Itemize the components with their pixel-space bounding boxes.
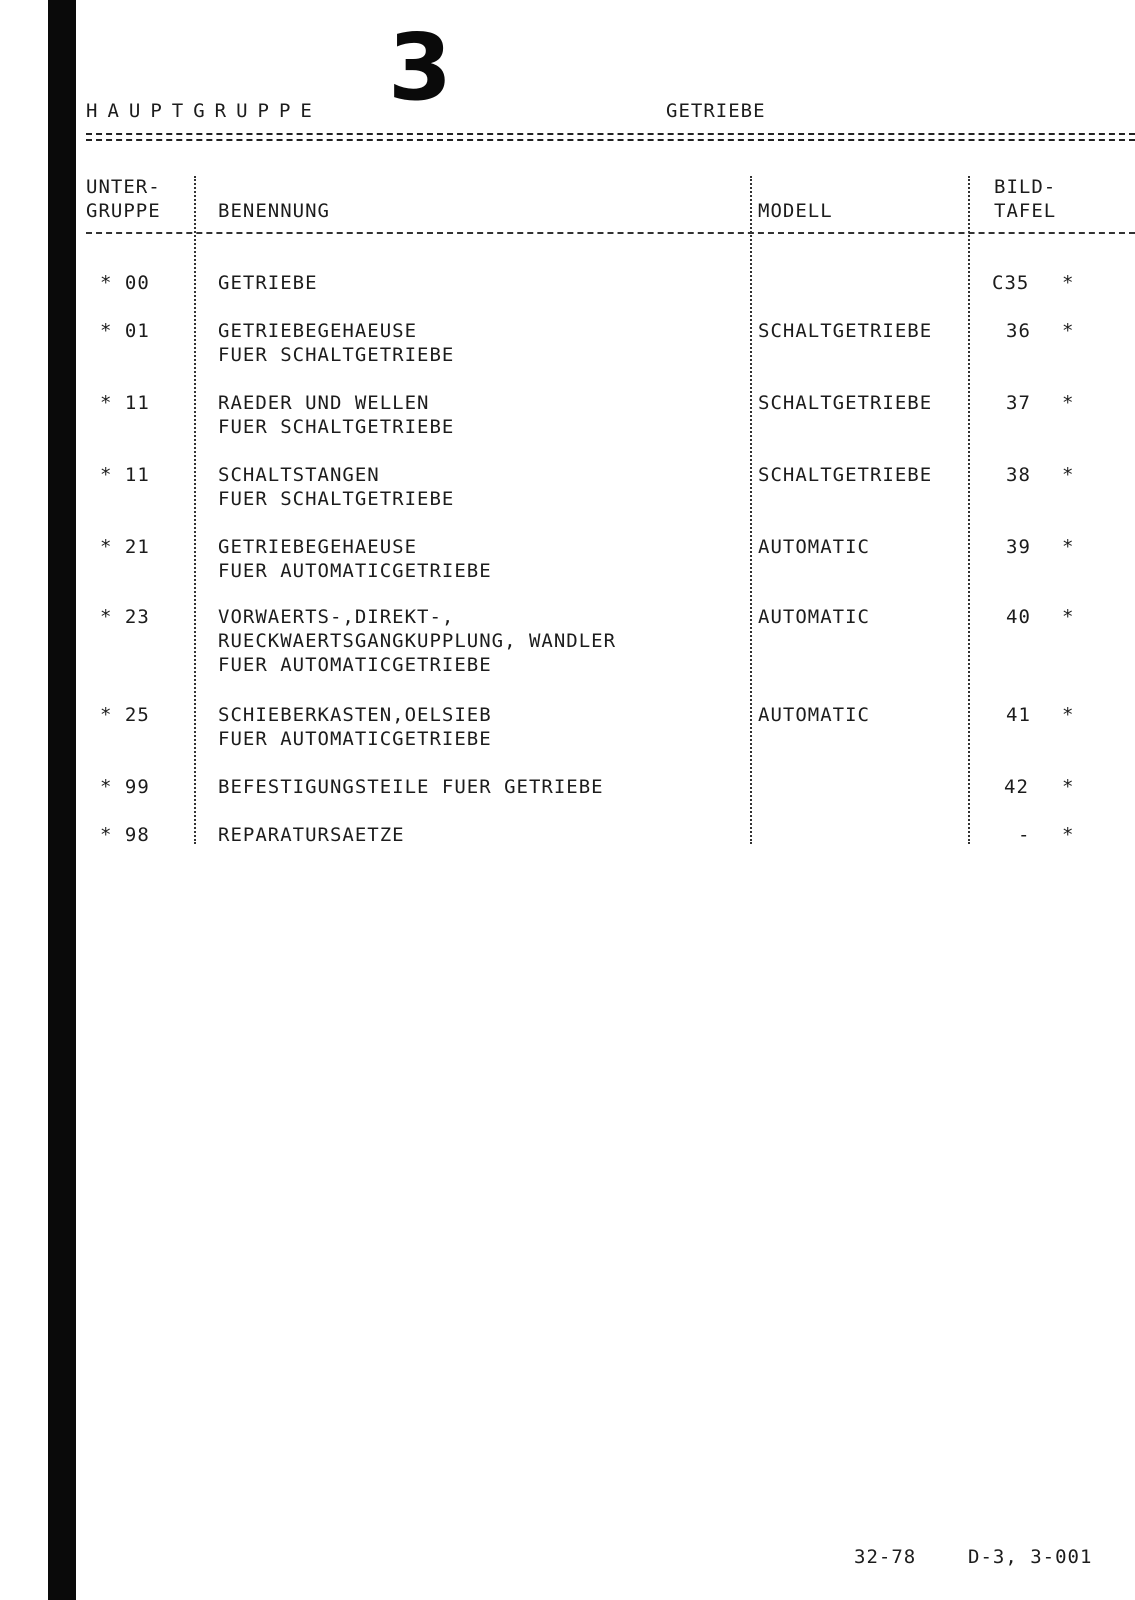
row-code: * 01 [100,320,150,342]
row-mark: * [1062,272,1075,294]
row-tafel: 38 [1006,464,1031,486]
row-mark: * [1062,704,1075,726]
col-header-bild: BILD- [994,176,1057,198]
row-tafel: 42 [1004,776,1029,798]
row-modell: SCHALTGETRIEBE [758,392,933,414]
row-name-line: FUER SCHALTGETRIEBE [218,416,455,438]
row-name-line: SCHIEBERKASTEN,OELSIEB [218,704,492,726]
row-name-line: FUER AUTOMATICGETRIEBE [218,560,492,582]
row-mark: * [1062,536,1075,558]
row-modell: AUTOMATIC [758,536,870,558]
row-tafel: - [1018,824,1031,846]
row-name-line: GETRIEBEGEHAEUSE [218,320,418,342]
row-name-line: FUER SCHALTGETRIEBE [218,344,455,366]
hauptgruppe-label: HAUPTGRUPPE [86,100,322,122]
column-separator-3 [968,176,970,844]
row-tafel: 40 [1006,606,1031,628]
col-header-untergruppe-2: GRUPPE [86,200,161,222]
header-dash-rule [86,232,1135,234]
row-mark: * [1062,392,1075,414]
row-name-line: BEFESTIGUNGSTEILE FUER GETRIEBE [218,776,604,798]
row-name-line: VORWAERTS-,DIREKT-, [218,606,455,628]
row-name-line: FUER SCHALTGETRIEBE [218,488,455,510]
row-code: * 00 [100,272,150,294]
row-name-line: SCHALTSTANGEN [218,464,380,486]
col-header-modell: MODELL [758,200,833,222]
row-name-line: RAEDER UND WELLEN [218,392,430,414]
row-name-line: FUER AUTOMATICGETRIEBE [218,728,492,750]
row-mark: * [1062,824,1075,846]
row-name-line: FUER AUTOMATICGETRIEBE [218,654,492,676]
group-title: GETRIEBE [666,100,766,122]
row-modell: SCHALTGETRIEBE [758,464,933,486]
row-mark: * [1062,776,1075,798]
row-mark: * [1062,606,1075,628]
row-modell: AUTOMATIC [758,704,870,726]
row-code: * 21 [100,536,150,558]
group-number: 3 [388,14,453,121]
row-tafel: 39 [1006,536,1031,558]
column-separator-1 [194,176,196,844]
row-name-line: GETRIEBE [218,272,318,294]
footer-date-code: 32-78 [854,1546,917,1568]
col-header-benennung: BENENNUNG [218,200,330,222]
binding-bar [48,0,76,1600]
row-mark: * [1062,464,1075,486]
row-code: * 99 [100,776,150,798]
row-code: * 23 [100,606,150,628]
row-tafel: C35 [992,272,1030,294]
header-double-rule [86,133,1135,141]
row-code: * 11 [100,392,150,414]
col-header-tafel: TAFEL [994,200,1057,222]
row-name-line: RUECKWAERTSGANGKUPPLUNG, WANDLER [218,630,617,652]
footer-page-code: D-3, 3-001 [968,1546,1093,1568]
row-code: * 25 [100,704,150,726]
row-code: * 11 [100,464,150,486]
col-header-untergruppe-1: UNTER- [86,176,161,198]
row-name-line: REPARATURSAETZE [218,824,405,846]
column-separator-2 [750,176,752,844]
row-tafel: 41 [1006,704,1031,726]
row-code: * 98 [100,824,150,846]
row-tafel: 37 [1006,392,1031,414]
row-modell: SCHALTGETRIEBE [758,320,933,342]
row-tafel: 36 [1006,320,1031,342]
row-name-line: GETRIEBEGEHAEUSE [218,536,418,558]
row-modell: AUTOMATIC [758,606,870,628]
row-mark: * [1062,320,1075,342]
